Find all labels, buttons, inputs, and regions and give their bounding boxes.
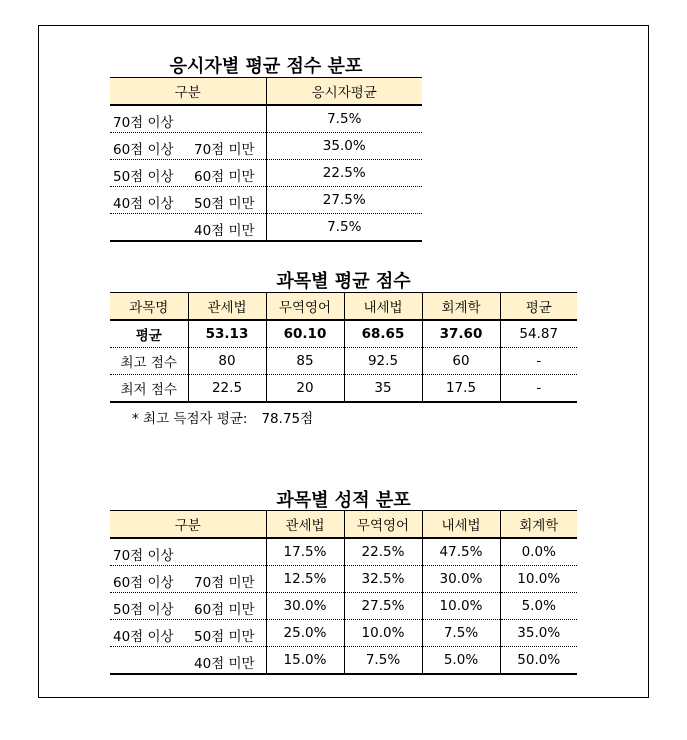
table-row (110, 133, 422, 160)
header-customs-law: 관세법 (188, 293, 266, 321)
value-cell: 12.5% (266, 566, 344, 593)
range-upper: 50점 미만 (194, 196, 255, 212)
value-cell: 22.5 (188, 375, 266, 403)
value-cell: 37.60 (422, 320, 500, 348)
section1-title: 응시자별 평균 점수 분포 (169, 56, 363, 77)
value-cell: - (500, 375, 577, 403)
range-upper: 60점 미만 (194, 602, 255, 618)
value-cell: 50.0% (500, 647, 577, 675)
value-cell: 60 (422, 348, 500, 375)
range-upper: 40점 미만 (194, 223, 255, 239)
value-cell: 5.0% (422, 647, 500, 675)
table-row (110, 647, 577, 675)
value-cell: 25.0% (266, 620, 344, 647)
table-row (110, 160, 422, 187)
value-cell: 10.0% (500, 566, 577, 593)
table-row (110, 538, 577, 566)
value-cell: 22.5% (344, 538, 422, 566)
header-internal-tax-law: 내세법 (422, 511, 500, 539)
range-lower: 60점 이상 (113, 142, 174, 158)
value-cell: 5.0% (500, 593, 577, 620)
value-cell: 30.0% (422, 566, 500, 593)
value-cell: 27.5% (344, 593, 422, 620)
value-cell: 54.87 (500, 320, 577, 348)
header-category: 구분 (110, 78, 266, 106)
section3-title: 과목별 성적 분포 (276, 490, 411, 511)
value-cell: 32.5% (344, 566, 422, 593)
range-upper: 40점 미만 (194, 656, 255, 672)
value-cell: - (500, 348, 577, 375)
range-upper: 70점 미만 (194, 142, 255, 158)
value-cell: 20 (266, 375, 344, 403)
range-lower: 70점 이상 (113, 115, 174, 131)
header-trade-english: 무역영어 (344, 511, 422, 539)
range-lower: 60점 이상 (113, 575, 174, 591)
table-header-row (110, 293, 577, 321)
value-cell: 30.0% (266, 593, 344, 620)
subject-grade-distribution-table (110, 510, 577, 675)
subject-average-table (110, 292, 577, 403)
applicant-average-cell: 7.5% (266, 105, 422, 133)
value-cell: 53.13 (188, 320, 266, 348)
table-row (110, 187, 422, 214)
row-label: 최고 점수 (110, 348, 188, 375)
value-cell: 68.65 (344, 320, 422, 348)
top-scorer-note (132, 407, 327, 427)
table-row (110, 348, 577, 375)
value-cell: 85 (266, 348, 344, 375)
value-cell: 15.0% (266, 647, 344, 675)
header-internal-tax-law: 내세법 (344, 293, 422, 321)
table-row (110, 593, 577, 620)
header-customs-law: 관세법 (266, 511, 344, 539)
applicant-average-cell: 27.5% (266, 187, 422, 214)
range-lower: 50점 이상 (113, 602, 174, 618)
range-upper: 50점 미만 (194, 629, 255, 645)
table-row (110, 566, 577, 593)
header-accounting: 회계학 (422, 293, 500, 321)
header-subject: 과목명 (110, 293, 188, 321)
row-label: 평균 (110, 320, 188, 348)
table-header-row (110, 511, 577, 539)
section2-title: 과목별 평균 점수 (276, 271, 411, 292)
applicant-average-cell: 35.0% (266, 133, 422, 160)
applicant-average-cell: 7.5% (266, 214, 422, 242)
table-row (110, 105, 422, 133)
table-row (110, 320, 577, 348)
header-category: 구분 (110, 511, 266, 539)
value-cell: 47.5% (422, 538, 500, 566)
value-cell: 92.5 (344, 348, 422, 375)
note-label: * 최고 득점자 평균: (132, 411, 248, 427)
value-cell: 7.5% (422, 620, 500, 647)
value-cell: 10.0% (422, 593, 500, 620)
table-row (110, 214, 422, 242)
table-header-row (110, 78, 422, 106)
value-cell: 10.0% (344, 620, 422, 647)
range-upper: 60점 미만 (194, 169, 255, 185)
range-upper: 70점 미만 (194, 575, 255, 591)
range-lower: 50점 이상 (113, 169, 174, 185)
value-cell: 0.0% (500, 538, 577, 566)
value-cell: 35.0% (500, 620, 577, 647)
value-cell: 35 (344, 375, 422, 403)
range-lower: 40점 이상 (113, 196, 174, 212)
value-cell: 60.10 (266, 320, 344, 348)
table-row (110, 375, 577, 403)
range-lower: 70점 이상 (113, 548, 174, 564)
note-value: 78.75점 (261, 411, 314, 427)
value-cell: 17.5% (266, 538, 344, 566)
range-lower: 40점 이상 (113, 629, 174, 645)
value-cell: 17.5 (422, 375, 500, 403)
header-average: 평균 (500, 293, 577, 321)
header-accounting: 회계학 (500, 511, 577, 539)
table-row (110, 620, 577, 647)
row-label: 최저 점수 (110, 375, 188, 403)
value-cell: 80 (188, 348, 266, 375)
header-applicant-average: 응시자평균 (266, 78, 422, 106)
value-cell: 7.5% (344, 647, 422, 675)
applicant-average-cell: 22.5% (266, 160, 422, 187)
score-distribution-table (110, 77, 422, 242)
header-trade-english: 무역영어 (266, 293, 344, 321)
